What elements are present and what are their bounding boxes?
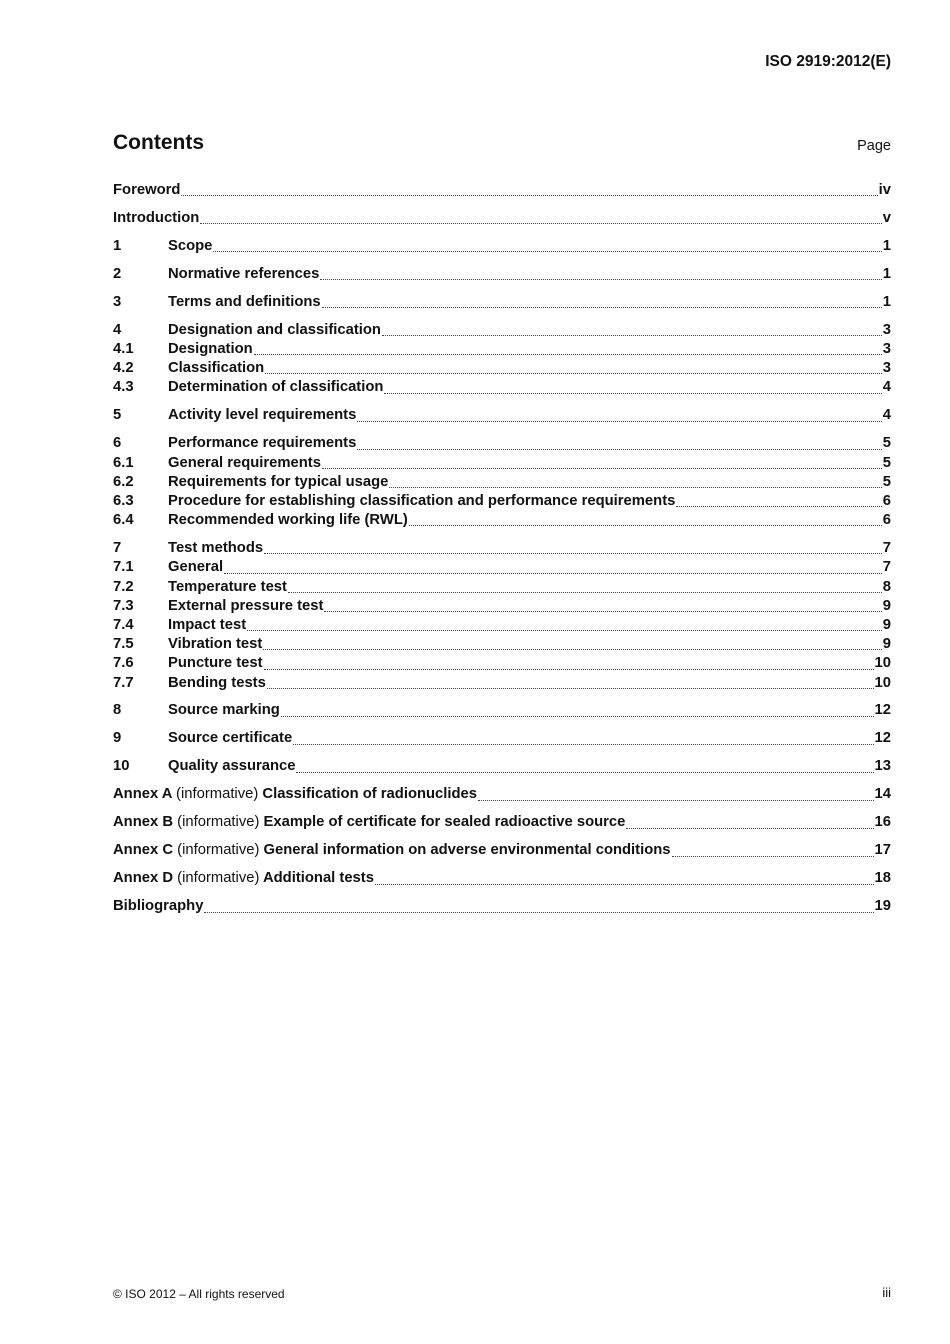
toc-bibliography-entry[interactable] [113,898,891,917]
dot-leader [281,715,874,717]
toc-entry-title: Terms and definitions [168,293,321,310]
toc-entry[interactable] [113,294,891,313]
toc-entry-page: 10 [874,674,891,691]
toc-entry[interactable] [113,455,891,474]
toc-entry-title: Vibration test [168,636,263,653]
toc-entry-number: 6.3 [113,493,134,510]
toc-entry[interactable] [113,540,891,559]
toc-entry-page: 9 [882,616,891,633]
toc-entry-title: Scope [168,237,213,254]
annex-heading [113,870,374,886]
toc-entry-number: 6.1 [113,454,134,471]
annex-type: (informative) [177,814,260,831]
document-id: ISO 2919:2012(E) [765,53,891,70]
dot-leader [254,353,882,355]
annex-heading [113,842,671,858]
toc-entry[interactable] [113,730,891,749]
toc-entry[interactable] [113,238,891,257]
copyright-notice: © ISO 2012 – All rights reserved [113,1287,285,1301]
dot-leader [357,448,881,450]
toc-entry-page: 9 [882,636,891,653]
toc-entry-page: 12 [874,730,891,747]
dot-leader [264,552,882,554]
toc-entry[interactable] [113,655,891,674]
contents-heading: Contents [113,131,204,154]
toc-entry-number: 4 [113,321,122,338]
toc-annex-entry[interactable] [113,786,891,805]
dot-leader [213,250,881,252]
toc-entry[interactable] [113,512,891,531]
toc-annex-entry[interactable] [113,842,891,861]
toc-entry-title: Normative references [168,265,320,282]
toc-entry-title: Procedure for establishing classification and performance requirements [168,493,676,510]
toc-entry[interactable] [113,579,891,598]
dot-leader [204,911,873,913]
toc-entry-title: Performance requirements [168,435,357,452]
annex-heading [113,786,477,802]
toc-entry-title: Determination of classification [168,379,384,396]
toc-entry-page: 3 [882,321,891,338]
dot-leader [324,610,881,612]
toc-entry-title: Bending tests [168,674,266,691]
dot-leader [357,420,881,422]
toc-entry-number: 1 [113,237,122,254]
toc-entry[interactable] [113,266,891,285]
toc-entry-number: 7.4 [113,616,134,633]
table-of-contents [113,182,891,918]
dot-leader [322,306,882,308]
toc-entry-number: 7.7 [113,674,134,691]
toc-entry-number: 7.3 [113,597,134,614]
toc-entry-title: Activity level requirements [168,407,357,424]
toc-entry-number: 9 [113,730,122,747]
dot-leader [267,687,874,689]
toc-entry-page: 7 [882,559,891,576]
toc-entry-number: 3 [113,293,122,310]
toc-entry-number: 6.4 [113,512,134,529]
annex-title: Example of certificate for sealed radioactive source [263,814,626,831]
annex-heading [113,814,625,830]
toc-entry-number: 7.1 [113,559,134,576]
toc-entry[interactable] [113,474,891,493]
toc-entry-page: 6 [882,493,891,510]
annex-label: Annex B [113,814,174,831]
toc-entry-page: v [882,209,891,226]
dot-leader [375,883,874,885]
toc-entry-number: 7 [113,540,122,557]
toc-entry-page: 17 [874,842,891,859]
toc-entry-title: Quality assurance [168,758,296,775]
toc-entry[interactable] [113,341,891,360]
toc-entry-page: 5 [882,473,891,490]
toc-entry[interactable] [113,210,891,229]
toc-entry-title: Temperature test [168,578,287,595]
dot-leader [384,392,881,394]
toc-entry[interactable] [113,617,891,636]
dot-leader [181,194,877,196]
toc-entry[interactable] [113,675,891,694]
toc-entry[interactable] [113,636,891,655]
toc-entry[interactable] [113,322,891,341]
toc-annex-entry[interactable] [113,870,891,889]
toc-entry[interactable] [113,407,891,426]
dot-leader [320,278,881,280]
toc-entry-number: 7.6 [113,655,134,672]
toc-entry-number: 6.2 [113,473,134,490]
annex-label: Annex C [113,842,174,859]
toc-entry-number: 2 [113,265,122,282]
annex-label: Annex D [113,870,174,887]
toc-entry-page: 6 [882,512,891,529]
dot-leader [389,486,881,488]
toc-entry-number: 8 [113,702,122,719]
toc-entry[interactable] [113,758,891,777]
toc-entry-page: 9 [882,597,891,614]
toc-entry-title: Requirements for typical usage [168,473,389,490]
toc-entry-number: 4.3 [113,379,134,396]
toc-entry-page: 4 [882,379,891,396]
annex-title: General information on adverse environmental conditions [263,842,671,859]
dot-leader [247,629,882,631]
toc-entry-page: 1 [882,293,891,310]
dot-leader [264,668,874,670]
toc-entry[interactable] [113,379,891,398]
toc-entry-page: 5 [882,454,891,471]
toc-entry-title: Bibliography [113,898,204,915]
toc-entry-page: 4 [882,407,891,424]
toc-entry-page: iv [878,182,891,198]
toc-entry-title: General [168,559,224,576]
dot-leader [626,827,873,829]
toc-entry-page: 19 [874,898,891,915]
toc-entry[interactable] [113,435,891,454]
toc-entry-title: Classification [168,360,265,377]
toc-entry[interactable] [113,493,891,512]
annex-title: Additional tests [262,870,374,887]
toc-entry-number: 4.2 [113,360,134,377]
toc-entry-page: 13 [874,758,891,775]
toc-entry-title: External pressure test [168,597,324,614]
toc-entry-page: 1 [882,237,891,254]
toc-entry-number: 6 [113,435,122,452]
annex-type: (informative) [177,842,260,859]
toc-entry[interactable] [113,702,891,721]
toc-entry-title: General requirements [168,454,321,471]
toc-entry-title: Source marking [168,702,280,719]
toc-entry-title: Puncture test [168,655,263,672]
toc-entry-page: 16 [874,814,891,831]
toc-entry[interactable] [113,360,891,379]
toc-entry-title: Source certificate [168,730,293,747]
dot-leader [293,743,873,745]
toc-entry-title: Impact test [168,616,247,633]
toc-entry-page: 14 [874,786,891,803]
dot-leader [200,222,881,224]
dot-leader [676,505,881,507]
toc-annex-entry[interactable] [113,814,891,833]
annex-label: Annex A [113,786,172,803]
annex-type: (informative) [176,786,259,803]
toc-entry[interactable] [113,559,891,578]
toc-entry-page: 3 [882,341,891,358]
page-column-label: Page [857,138,891,154]
toc-entry-page: 10 [874,655,891,672]
toc-entry-number: 10 [113,758,130,775]
dot-leader [224,572,882,574]
toc-entry-number: 4.1 [113,341,134,358]
toc-entry[interactable] [113,598,891,617]
toc-entry-page: 5 [882,435,891,452]
toc-entry-title: Test methods [168,540,264,557]
toc-entry-page: 7 [882,540,891,557]
toc-entry-title: Recommended working life (RWL) [168,512,408,529]
annex-type: (informative) [177,870,260,887]
dot-leader [672,855,874,857]
toc-entry-page: 3 [882,360,891,377]
page-number: iii [882,1285,891,1300]
dot-leader [288,591,882,593]
toc-entry-title: Designation and classification [168,321,381,338]
dot-leader [409,524,882,526]
dot-leader [382,334,882,336]
toc-entry-page: 18 [874,870,891,887]
annex-title: Classification of radionuclides [262,786,478,803]
toc-entry[interactable] [113,182,891,201]
toc-entry-page: 1 [882,265,891,282]
dot-leader [265,372,882,374]
toc-entry-page: 8 [882,578,891,595]
toc-entry-number: 5 [113,407,122,424]
toc-entry-title: Designation [168,341,253,358]
dot-leader [322,467,882,469]
toc-entry-number: 7.5 [113,636,134,653]
toc-entry-number: 7.2 [113,578,134,595]
toc-entry-page: 12 [874,702,891,719]
dot-leader [263,648,881,650]
dot-leader [478,799,874,801]
dot-leader [296,771,873,773]
toc-entry-title: Foreword [113,182,181,198]
toc-entry-title: Introduction [113,209,200,226]
